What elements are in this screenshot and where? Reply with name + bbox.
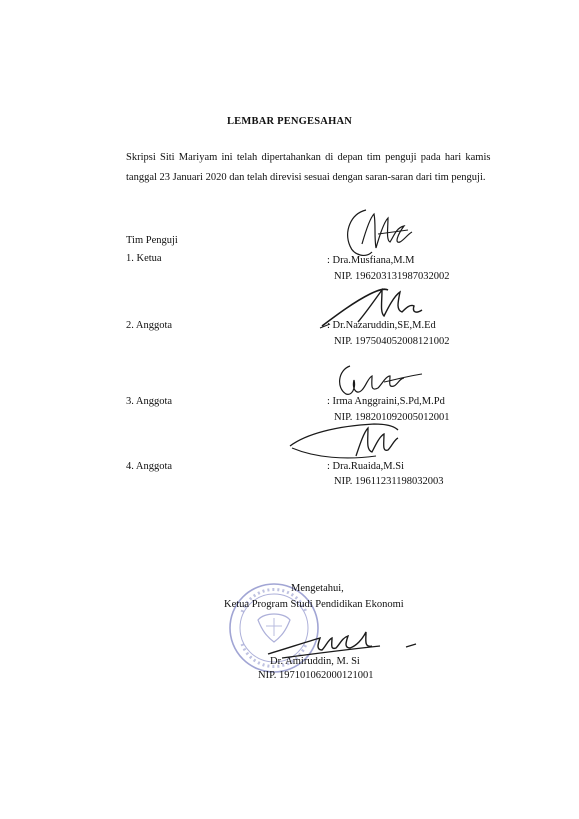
examiner-3-nip: NIP. 198201092005012001 <box>334 412 450 423</box>
examiner-3-signature <box>328 358 426 400</box>
ink-mark <box>404 640 420 650</box>
examiner-4-signature <box>286 416 406 466</box>
page-title: LEMBAR PENGESAHAN <box>226 116 353 127</box>
paragraph-line-2: tanggal 23 Januari 2020 dan telah direvisi sesuai dengan saran-saran dari tim penguji. <box>126 172 486 183</box>
examiner-2-role: 2. Anggota <box>126 320 173 331</box>
examiner-3-role: 3. Anggota <box>126 396 173 407</box>
examiner-4-nip: NIP. 19611231198032003 <box>334 476 444 487</box>
examiner-2-signature <box>318 284 436 330</box>
approval-position: Ketua Program Studi Pendidikan Ekonomi <box>224 599 404 610</box>
examiner-2-nip: NIP. 197504052008121002 <box>334 336 450 347</box>
approval-name: Dr. Amiruddin, M. Si <box>270 656 360 667</box>
examiner-3-name: : Irma Anggraini,S.Pd,M.Pd <box>327 396 445 407</box>
approval-nip: NIP. 197101062000121001 <box>258 670 374 681</box>
approval-acknowledged: Mengetahui, <box>291 583 344 594</box>
examiner-1-role: 1. Ketua <box>126 253 162 264</box>
examiner-1-nip: NIP. 196203131987032002 <box>334 271 450 282</box>
examiner-1-signature <box>338 204 418 260</box>
examiner-1-name: : Dra.Musfiana,M.M <box>327 255 415 266</box>
examiner-4-role: 4. Anggota <box>126 461 173 472</box>
section-heading: Tim Penguji <box>126 235 178 246</box>
paragraph-line-1: Skripsi Siti Mariyam ini telah dipertahankan di depan tim penguji pada hari kamis <box>126 152 491 163</box>
examiner-2-name: : Dr.Nazaruddin,SE,M.Ed <box>327 320 436 331</box>
examiner-4-name: : Dra.Ruaida,M.Si <box>327 461 404 472</box>
